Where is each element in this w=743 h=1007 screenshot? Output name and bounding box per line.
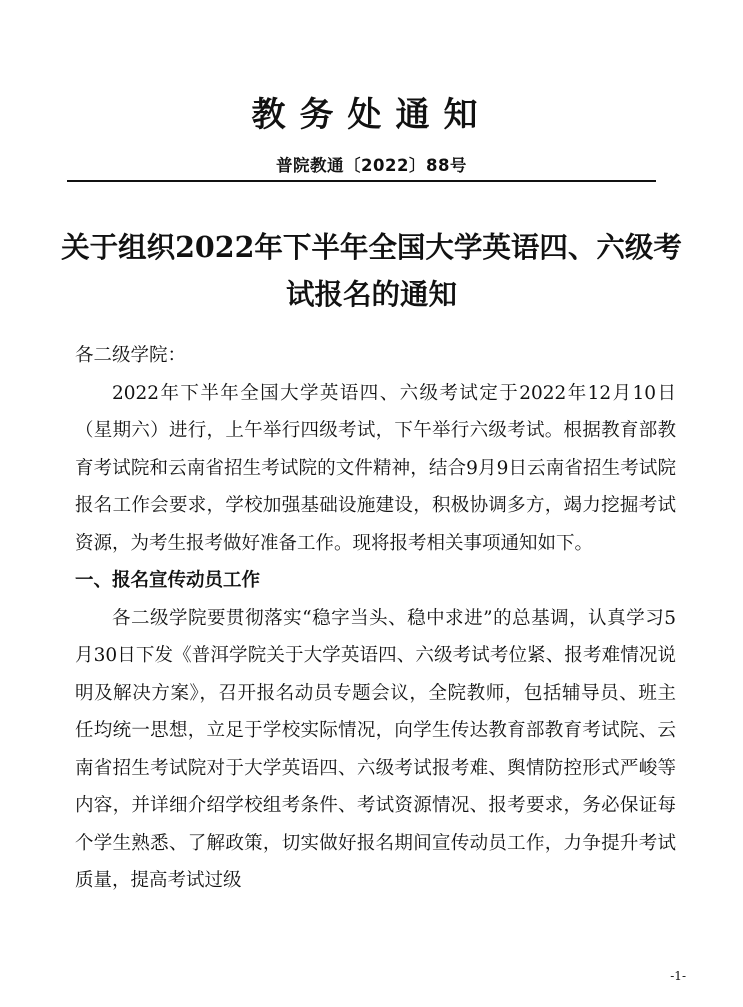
salutation: 各二级学院： [75,345,187,366]
notice-title: 关于组织2022年下半年全国大学英语四、六级考试报名的通知 [61,230,682,311]
body-paragraph: 2022年下半年全国大学英语四、六级考试定于2022年12月10日（星期六）进行，上午举行四级考试，下午举行六级考试。根据教育部教育考试院和云南省招生考试院的文件精神，结合9月9日云南省招生考试院报名工作会要求，学校加强基础设施建设，积极协调多方，竭力挖掘考试资源，为考生报考做好准备工作。现将报考相关事项通知如下。 [75,382,676,554]
body-paragraph: 各二级学院要贯彻落实“稳字当头、稳中求进”的总基调，认真学习5月30日下发《普洱学院关于大学英语四、六级考试考位紧、报考难情况说明及解决方案》，召开报名动员专题会议，全院教师，包括辅导员、班主任均统一思想，立足于学校实际情况，向学生传达教育部教育考试院、云南省招生考试院对于大学英语四、六级考试报考难、舆情防控形式严峻等内容，并详细介绍学校组考条件、考试资源情况、报考要求，务必保证每个学生熟悉、了解政策，切实做好报名期间宣传动员工作，力争提升考试质量，提高考试过级 [75,607,676,891]
notice-body [75,337,676,900]
section-heading: 一、报名宣传动员工作 [75,570,261,591]
document-number: 普院教通〔2022〕88号 [276,156,467,175]
page-number: -1- [670,969,686,983]
header-divider [67,180,656,182]
department-title: 教务处通知 [251,95,492,135]
